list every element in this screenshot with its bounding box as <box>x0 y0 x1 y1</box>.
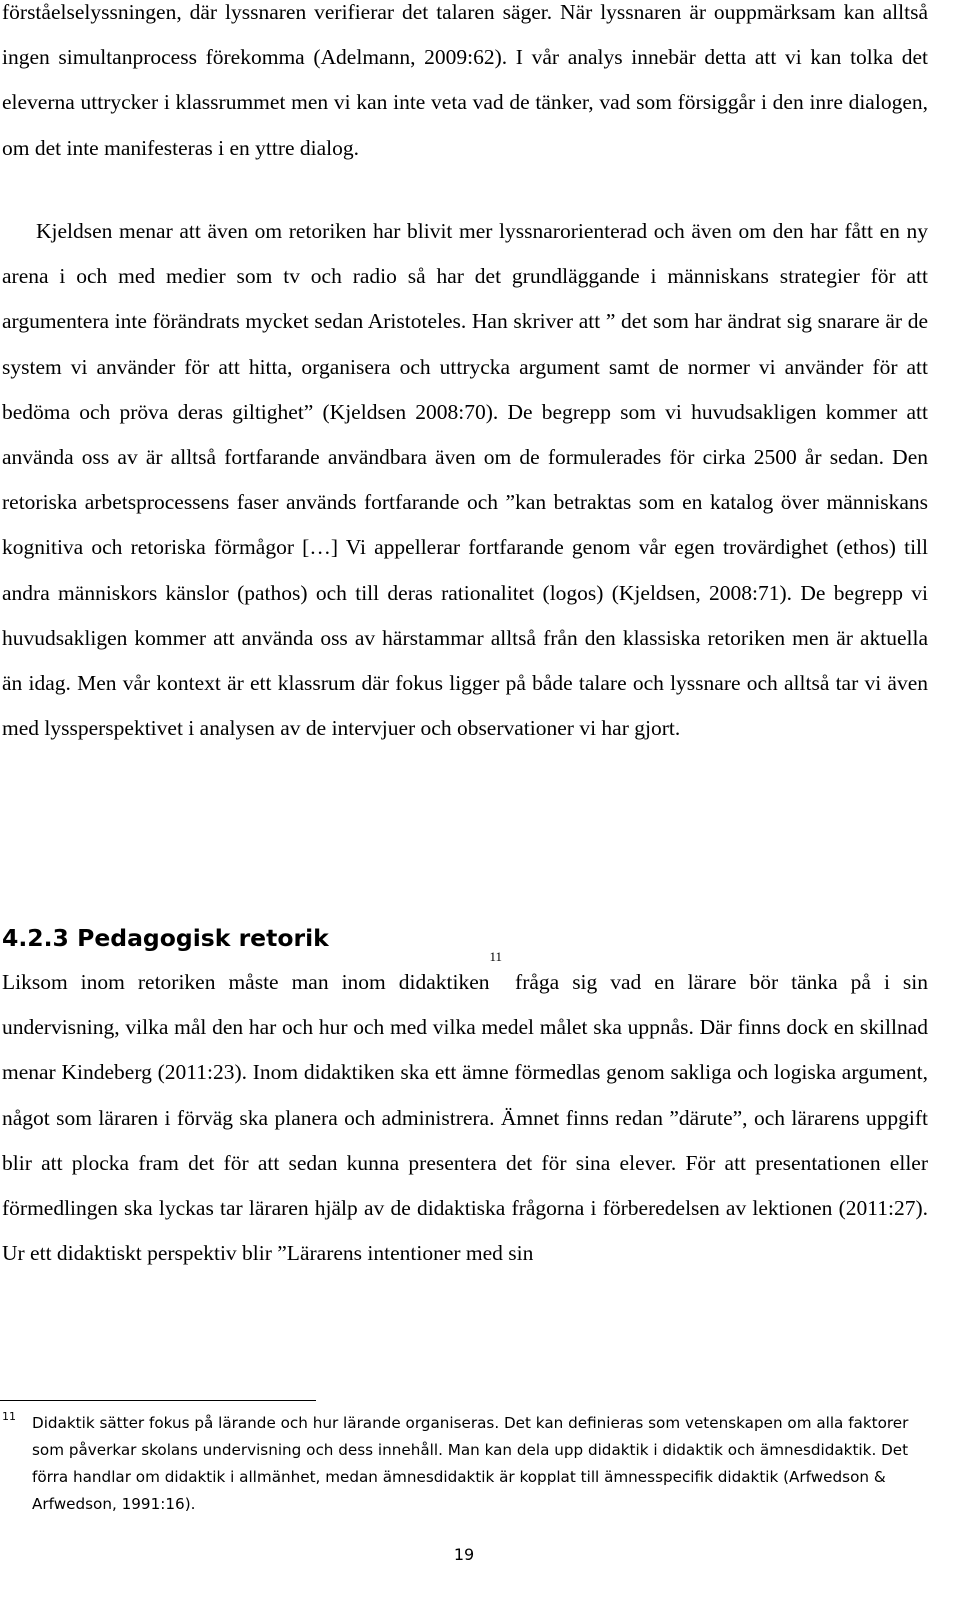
footnote-text: Didaktik sätter fokus på lärande och hur lärande organiseras. Det kan definieras som vetenskapen om alla faktorer som påverkar skolans undervisning och dess innehåll. Man kan dela upp didaktik i didaktik och ämnesdidaktik. Det förra handlar om didaktik i allmänhet, medan ämnesdidaktik är kopplat till ämnesspecifik didaktik (Arfwedson & Arfwedson, 1991:16). <box>32 1414 909 1513</box>
paragraph-pedagogisk-retorik <box>2 949 928 1276</box>
section-heading: 4.2.3 Pedagogisk retorik <box>2 924 329 952</box>
paragraph-text-after-ref: fråga sig vad en lärare bör tänka på i sin undervisning, vilka mål den har och hur och med vilka medel målet ska uppnås. Där finns dock en skillnad menar Kindeberg (2011:23). Inom didaktiken ska ett ämne förmedlas genom sakliga och logiska argument, något som läraren i förväg ska planera och administrera. Ämnet finns redan ”därute”, och lärarens uppgift blir att plocka fram det för att sedan kunna presentera det för sina elever. För att presentationen eller förmedlingen ska lyckas tar läraren hjälp av de didaktiska frågorna i förberedelsen av lektionen (2011:27). Ur ett didaktiskt perspektiv blir ”Lärarens intentioner med sin <box>2 970 928 1266</box>
paragraph-kjeldsen: Kjeldsen menar att även om retoriken har blivit mer lyssnarorienterad och även om den har fått en ny arena i och med medier som tv och radio så har det grundläggande i människans strategier för att argumentera inte förändrats mycket sedan Aristoteles. Han skriver att ” det som har ändrat sig snarare är de system vi använder för att hitta, organisera och uttrycka argument samt de normer vi använder för att bedöma och pröva deras giltighet” (Kjeldsen 2008:70). De begrepp som vi huvudsakligen kommer att använda oss av är alltså fortfarande användbara även om de formulerades för cirka 2500 år sedan. Den retoriska arbetsprocessens faser används fortfarande och ”kan betraktas som en katalog över människans kognitiva och retoriska förmågor […] Vi appellerar fortfarande genom vår egen trovärdighet (ethos) till andra människors känslor (pathos) och till deras rationalitet (logos) (Kjeldsen, 2008:71). De begrepp vi huvudsakligen kommer att använda oss av härstammar alltså från den klassiska retoriken men är aktuella än idag. Men vår kontext är ett klassrum där fokus ligger på både talare och lyssnare och alltså tar vi även med lyssperspektivet i analysen av de intervjuer och observationer vi har gjort. <box>2 219 928 741</box>
footnote-number: 11 <box>2 1410 16 1423</box>
footnote-reference[interactable]: 11 <box>489 949 503 964</box>
footnote-divider <box>0 1400 316 1401</box>
footnote <box>2 1410 928 1518</box>
paragraph-text-before-ref: Liksom inom retoriken måste man inom didaktiken <box>2 970 490 994</box>
paragraph-intro: förståelselyssningen, där lyssnaren verifierar det talaren säger. När lyssnaren är ouppmärksam kan alltså ingen simultanprocess förekomma (Adelmann, 2009:62). I vår analys innebär detta att vi kan tolka det eleverna uttrycker i klassrummet men vi kan inte veta vad de tänker, vad som försiggår i den inre dialogen, om det inte manifesteras i en yttre dialog. <box>2 0 928 160</box>
page-number: 19 <box>453 1545 475 1564</box>
